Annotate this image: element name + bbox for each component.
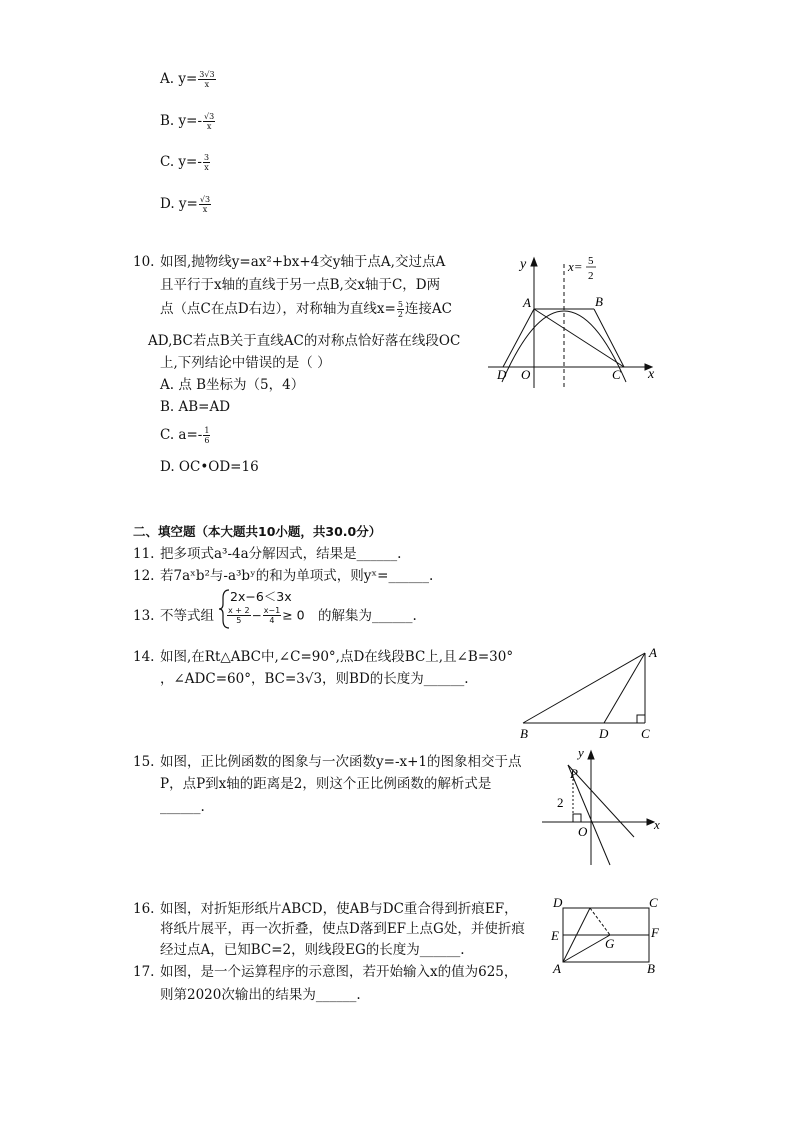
point-a: A xyxy=(649,645,657,660)
point-a: A xyxy=(523,295,531,310)
q13-prefix: 不等式组 xyxy=(160,608,214,624)
q10-option-a: A. 点 B坐标为（5，4） xyxy=(160,377,305,393)
q13-suffix: 的解集为______. xyxy=(318,608,417,624)
q13-inequality-2: $\frac{x + 2}{5}$ − $\frac{x-1}{4}$ ≥ 0 xyxy=(228,606,305,625)
point-f: F xyxy=(651,925,659,940)
q10-line-2: 且平行于x轴的直线于另一点B,交x轴于C，D两 xyxy=(160,277,441,293)
q14-line-2: ，∠ADC=60°，BC=3√3，则BD的长度为______. xyxy=(160,671,469,687)
q13-number: 13. xyxy=(133,608,155,624)
x-label: x xyxy=(654,817,660,832)
segment-bc xyxy=(594,309,624,367)
q9-option-d: D. y= $\frac{√3}{x}$ xyxy=(160,195,211,214)
point-d: D xyxy=(497,367,507,382)
origin-o: O xyxy=(578,824,588,839)
q16-rectangle-figure xyxy=(548,895,668,980)
q12-text: 若7aˣb²与-a³bʸ的和为单项式，则yˣ=______. xyxy=(160,568,434,584)
section-2-title: 二、填空题（本大题共10小题，共30.0分） xyxy=(133,524,382,539)
distance-2: 2 xyxy=(557,795,564,810)
q17-number: 17. xyxy=(133,964,155,980)
x-label: x xyxy=(648,367,655,382)
q10-line-5: 上,下列结论中错误的是（ ） xyxy=(160,355,331,371)
q12-number: 12. xyxy=(133,568,155,584)
point-c: C xyxy=(612,367,621,382)
q10-option-b: B. AB=AD xyxy=(160,399,231,415)
q9-option-c: C. y=- $\frac{3}{x}$ xyxy=(160,153,210,172)
q10-option-d: D. OC•OD=16 xyxy=(160,459,259,475)
q14-line-1: 如图,在Rt△ABC中,∠C=90°,点D在线段BC上,且∠B=30° xyxy=(160,649,514,665)
q15-line-1: 如图，正比例函数的图象与一次函数y=-x+1的图象相交于点 xyxy=(160,754,522,770)
q9-option-a: A. y= $\frac{3√3}{x}$ xyxy=(160,70,215,89)
q9-option-b: B. y=- $\frac{√3}{x}$ xyxy=(160,112,215,131)
symmetry-num: 5 xyxy=(588,255,594,267)
point-e: E xyxy=(551,928,559,943)
q16-line-1: 如图，对折矩形纸片ABCD，使AB与DC重合得到折痕EF， xyxy=(160,901,518,917)
x-axis-arrow xyxy=(647,819,654,825)
symmetry-label: x= xyxy=(568,259,583,274)
q15-number: 15. xyxy=(133,754,155,770)
segment-ac xyxy=(534,309,624,367)
q10-number: 10. xyxy=(133,254,155,270)
q16-number: 16. xyxy=(133,901,155,917)
q10-parabola-figure xyxy=(480,250,660,390)
y-label: y xyxy=(520,257,527,272)
point-b: B xyxy=(595,294,603,309)
y-label: y xyxy=(578,745,584,760)
segment-ad xyxy=(503,309,534,367)
q10-option-c: C. a=- $\frac{1}{6}$ xyxy=(160,426,210,445)
q15-graph-figure xyxy=(540,745,665,870)
symmetry-den: 2 xyxy=(588,270,594,282)
q17-line-2: 则第2020次输出的结果为______. xyxy=(160,987,361,1003)
segment-da xyxy=(604,653,645,723)
point-c: C xyxy=(641,726,650,741)
q14-triangle-figure xyxy=(515,645,695,745)
point-d: D xyxy=(553,895,563,910)
point-b: B xyxy=(647,961,655,976)
point-d: D xyxy=(599,726,609,741)
q16-line-2: 将纸片展平，再一次折叠，使点D落到EF上点G处，并使折痕 xyxy=(160,921,525,937)
y-axis-arrow xyxy=(531,258,537,266)
point-b: B xyxy=(520,726,528,741)
point-p: P xyxy=(570,766,578,781)
q11-text: 把多项式a³-4a分解因式，结果是______. xyxy=(160,546,402,562)
q10-line-4: AD,BC若点B关于直线AC的对称点恰好落在线段OC xyxy=(148,333,461,349)
q15-line-3: ______. xyxy=(160,799,205,815)
q17-line-1: 如图，是一个运算程序的示意图，若开始输入x的值为625， xyxy=(160,964,518,980)
point-g: G xyxy=(605,936,615,951)
q15-line-2: P，点P到x轴的距离是2，则这个正比例函数的解析式是 xyxy=(160,776,492,792)
q11-number: 11. xyxy=(133,546,155,562)
q14-number: 14. xyxy=(133,649,155,665)
point-a: A xyxy=(553,961,561,976)
point-c: C xyxy=(649,895,658,910)
segment-dg xyxy=(590,908,610,935)
origin-o: O xyxy=(521,367,531,382)
y-axis-arrow xyxy=(588,751,594,759)
q13-inequality-1: 2x−6＜3x xyxy=(230,589,292,604)
right-angle-mark xyxy=(573,814,581,822)
segment-ba xyxy=(523,653,645,723)
right-angle-mark xyxy=(637,715,645,723)
q16-line-3: 经过点A，已知BC=2，则线段EG的长度为______. xyxy=(160,942,465,958)
q10-line-3: 点（点C在点D右边），对称轴为直线x= $\frac{5}{2}$ 连接AC xyxy=(160,300,453,319)
q10-line-1: 如图,抛物线y=ax²+bx+4交y轴于点A,交过点A xyxy=(160,254,446,270)
